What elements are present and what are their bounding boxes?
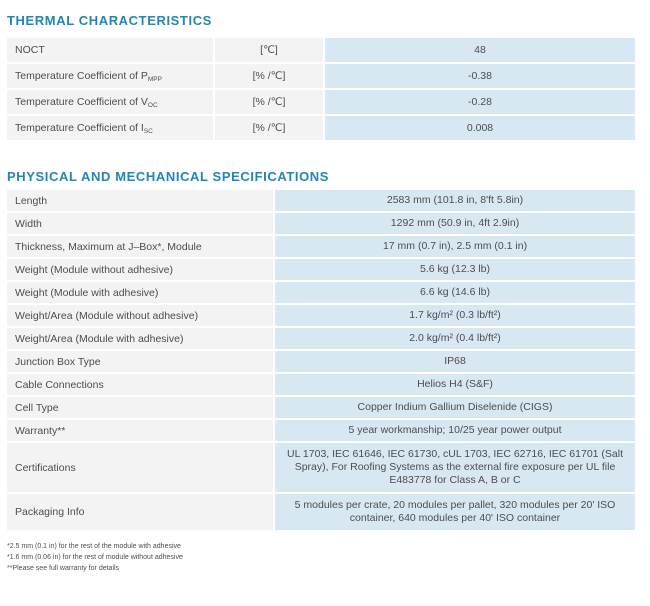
thermal-value: -0.28 xyxy=(324,89,635,115)
table-row xyxy=(7,115,635,141)
spec-value: IP68 xyxy=(274,350,635,373)
spec-value: Helios H4 (S&F) xyxy=(274,373,635,396)
thermal-label: Temperature Coefficient of $P_{MPP}$ xyxy=(7,63,214,89)
spec-value: 2583 mm (101.8 in, 8'ft 5.8in) xyxy=(274,190,635,212)
footnote: *2.5 mm (0.1 in) for the rest of the module with adhesive xyxy=(7,543,181,550)
footnote: **Please see full warranty for details xyxy=(7,565,120,572)
thermal-label: Temperature Coefficient of $V_{OC}$ xyxy=(7,89,214,115)
table-row xyxy=(7,442,635,493)
thermal-label: NOCT xyxy=(7,38,214,63)
spec-value: 1292 mm (50.9 in, 4ft 2.9in) xyxy=(274,212,635,235)
table-row xyxy=(7,38,635,63)
spec-label: Cell Type xyxy=(7,396,274,419)
table-row xyxy=(7,63,635,89)
footnote: *1.6 mm (0.06 in) for the rest of module without adhesive xyxy=(7,554,183,561)
table-row xyxy=(7,235,635,258)
spec-label: Weight/Area (Module without adhesive) xyxy=(7,304,274,327)
spec-value: UL 1703, IEC 61646, IEC 61730, cUL 1703, IEC 62716, IEC 61701 (Salt Spray), For Roofing Systems as the external fire exposure per UL file E483778 for Class A, B or C xyxy=(274,442,635,493)
table-row xyxy=(7,212,635,235)
thermal-unit: [% /℃] xyxy=(214,115,324,141)
table-row xyxy=(7,89,635,115)
table-row xyxy=(7,373,635,396)
spec-label: Width xyxy=(7,212,274,235)
spec-value: Copper Indium Gallium Diselenide (CIGS) xyxy=(274,396,635,419)
spec-value: 17 mm (0.7 in), 2.5 mm (0.1 in) xyxy=(274,235,635,258)
spec-label: Length xyxy=(7,190,274,212)
table-row xyxy=(7,327,635,350)
spec-label: Junction Box Type xyxy=(7,350,274,373)
spec-value: 5 modules per crate, 20 modules per pallet, 320 modules per 20' ISO container, 640 modules per 40' ISO container xyxy=(274,493,635,531)
thermal-value: 0.008 xyxy=(324,115,635,141)
spec-label: Weight/Area (Module with adhesive) xyxy=(7,327,274,350)
table-row xyxy=(7,258,635,281)
spec-value: 5.6 kg (12.3 lb) xyxy=(274,258,635,281)
spec-label: Certifications xyxy=(7,442,274,493)
spec-label: Weight (Module without adhesive) xyxy=(7,258,274,281)
table-row xyxy=(7,396,635,419)
spec-label: Packaging Info xyxy=(7,493,274,531)
table-row xyxy=(7,350,635,373)
table-row xyxy=(7,281,635,304)
physical-section-title: PHYSICAL AND MECHANICAL SPECIFICATIONS xyxy=(7,169,330,184)
thermal-label: Temperature Coefficient of $I_{SC}$ xyxy=(7,115,214,141)
spec-label: Cable Connections xyxy=(7,373,274,396)
thermal-value: -0.38 xyxy=(324,63,635,89)
table-row xyxy=(7,419,635,442)
table-row xyxy=(7,493,635,531)
spec-value: 5 year workmanship; 10/25 year power output xyxy=(274,419,635,442)
thermal-unit: [℃] xyxy=(214,38,324,63)
footnotes xyxy=(7,541,183,574)
spec-value: 2.0 kg/m² (0.4 lb/ft²) xyxy=(274,327,635,350)
table-row xyxy=(7,304,635,327)
thermal-unit: [% /℃] xyxy=(214,89,324,115)
spec-value: 6.6 kg (14.6 lb) xyxy=(274,281,635,304)
table-row xyxy=(7,190,635,212)
physical-table xyxy=(7,190,635,532)
spec-value: 1.7 kg/m² (0.3 lb/ft²) xyxy=(274,304,635,327)
spec-label: Warranty** xyxy=(7,419,274,442)
thermal-section-title: THERMAL CHARACTERISTICS xyxy=(7,13,212,28)
spec-label: Weight (Module with adhesive) xyxy=(7,281,274,304)
thermal-table xyxy=(7,38,635,142)
thermal-value: 48 xyxy=(324,38,635,63)
thermal-unit: [% /℃] xyxy=(214,63,324,89)
spec-label: Thickness, Maximum at J–Box*, Module xyxy=(7,235,274,258)
